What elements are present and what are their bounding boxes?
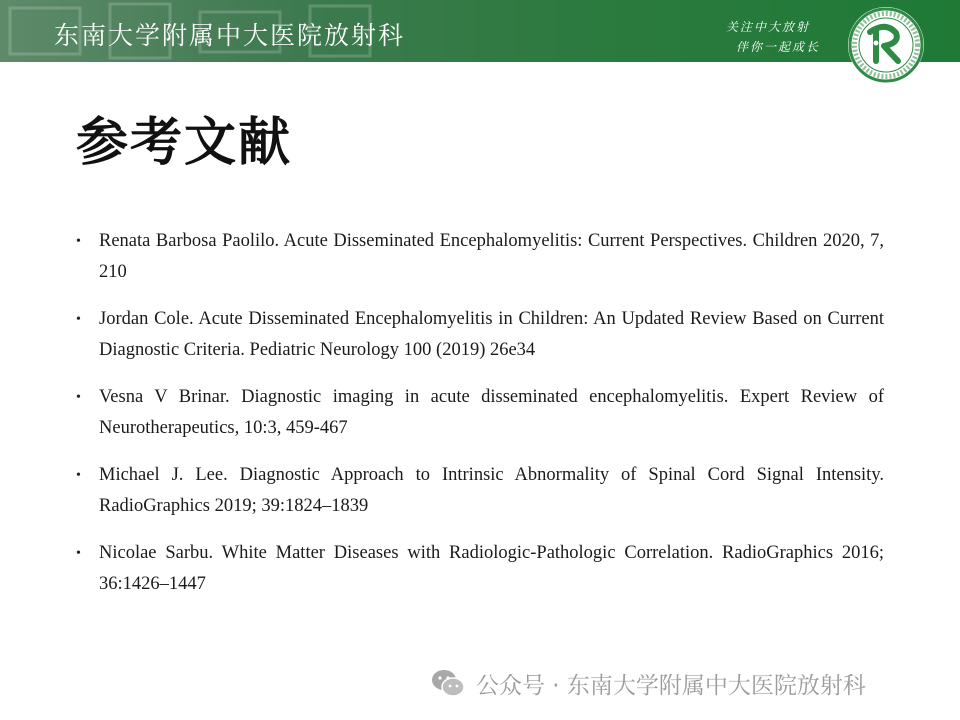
slogan-line-1: 关注中大放射 — [725, 20, 810, 34]
reference-item — [76, 226, 884, 288]
reference-text: Vesna V Brinar. Diagnostic imaging in acute disseminated encephalomyelitis. Expert Review of Neurotherapeutics, 10:3, 459-467 — [99, 387, 884, 438]
header-title: 东南大学附属中大医院放射科 — [54, 21, 406, 50]
reference-list — [76, 226, 884, 616]
header-bar — [0, 0, 960, 62]
reference-item — [76, 538, 884, 600]
bullet-icon: • — [76, 234, 81, 249]
watermark — [430, 666, 866, 700]
reference-item — [76, 460, 884, 522]
bullet-icon: • — [76, 546, 81, 561]
reference-item — [76, 382, 884, 444]
hospital-radiology-logo-icon — [846, 5, 926, 85]
reference-item — [76, 304, 884, 366]
watermark-text: 公众号 · 东南大学附属中大医院放射科 — [476, 672, 866, 699]
bullet-icon: • — [76, 312, 81, 327]
reference-text: Michael J. Lee. Diagnostic Approach to Intrinsic Abnormality of Spinal Cord Signal Intensity. RadioGraphics 2019; 39:1824–1839 — [99, 465, 884, 516]
slogan-line-2: 伴你一起成长 — [735, 40, 820, 54]
page-title: 参考文献 — [76, 113, 293, 173]
reference-text: Jordan Cole. Acute Disseminated Encephalomyelitis in Children: An Updated Review Based on Current Diagnostic Criteria. Pediatric Neurology 100 (2019) 26e34 — [99, 309, 884, 360]
bullet-icon: • — [76, 468, 81, 483]
wechat-icon — [430, 668, 466, 698]
reference-text: Renata Barbosa Paolilo. Acute Disseminated Encephalomyelitis: Current Perspectives. Children 2020, 7, 210 — [99, 231, 884, 282]
bullet-icon: • — [76, 390, 81, 405]
reference-text: Nicolae Sarbu. White Matter Diseases with Radiologic-Pathologic Correlation. RadioGraphics 2016; 36:1426–1447 — [99, 543, 884, 594]
